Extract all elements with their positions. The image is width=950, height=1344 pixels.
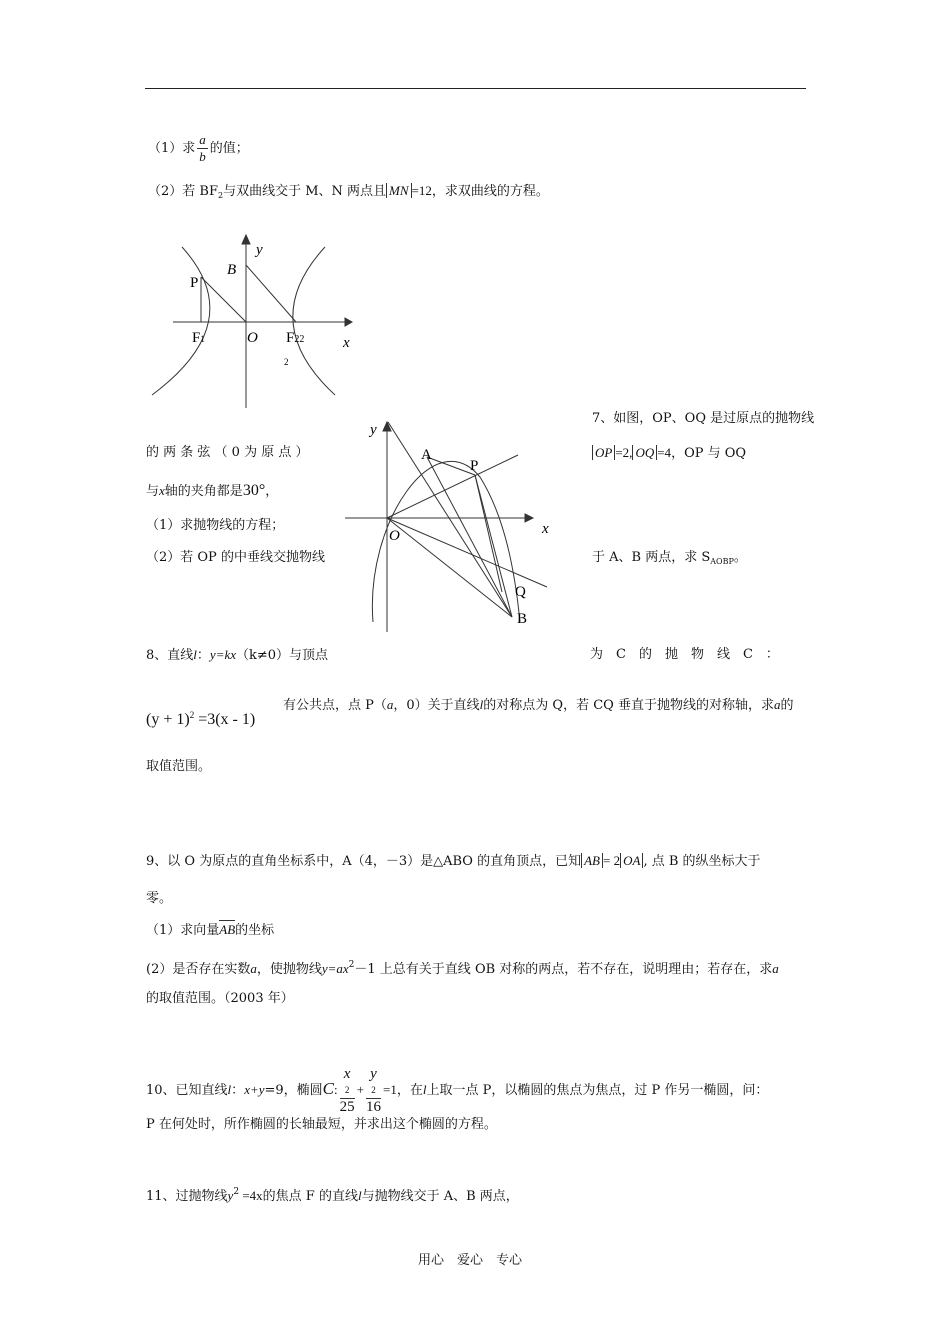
fig2-y-label: y (370, 422, 377, 438)
q8-line2: 有公共点，点 P（a，0）关于直线l的对称点为 Q，若 CQ 垂直于抛物线的对称轴，求a的 (283, 697, 794, 713)
q7-part2: （2）若 OP 的中垂线交抛物线 (146, 550, 325, 565)
header-rule (145, 88, 806, 89)
fig1-small-2: 2 (284, 357, 289, 367)
fig1-P-label: P (190, 275, 199, 291)
q7-left2: 与x轴的夹角都是30°， (146, 482, 279, 499)
q6-part2: （2）若 $BF_2$与双曲线交于 M、N 两点且 MN =12，求双曲线的方程。 (148, 183, 549, 200)
q8-line1-right: 为 C 的 抛 物 线 C ： (590, 647, 779, 662)
q7-left1: 的 两 条 弦 （ 0 为 原 点 ） (146, 445, 309, 460)
fig1-F2-label: F22 (286, 330, 305, 346)
q8-line1: 8、直线l：y=kx（k≠0）与顶点 (146, 647, 329, 663)
fig2-O-label: O (389, 528, 400, 544)
q7-part2-right: 于 A、B 两点，求 $S_{AOBP}$。 (592, 550, 747, 566)
q9-part1: （1）求向量AB的坐标 (146, 922, 275, 938)
q7-right1: OP =2, OQ =4，OP 与 OQ (592, 445, 746, 462)
fig1-x-label: x (343, 335, 350, 351)
q7-head: 7、如图，OP、OQ 是过原点的抛物线 (592, 411, 815, 426)
q6-part1: （1）求 $\frac{a}{b}$ 的值； (148, 132, 249, 164)
q9-line1: 9、以 O 为原点的直角坐标系中，A（4，－3）是△ABO 的直角顶点，已知 AB = 2 OA , 点 B 的纵坐标大于 (146, 853, 761, 869)
q8-line3: 取值范围。 (146, 759, 212, 774)
fig1-F1-label: F1 (192, 330, 205, 346)
q10-line2: P 在何处时，所作椭圆的长轴最短，并求出这个椭圆的方程。 (146, 1117, 497, 1132)
page-footer: 用心 爱心 专心 (418, 1253, 523, 1268)
q7-part1: （1）求抛物线的方程； (146, 518, 285, 533)
fig2-P-label: P (470, 458, 479, 474)
q8-formula: $(y + 1)^2 =3(x - 1)$ (146, 710, 256, 728)
q10-line1: 10、已知直线l：x+y=9，椭圆C: x 2 25 + y 2 16 =1，在l上取一点 P，以椭圆的焦点为焦点，过 P 作另一椭圆，问： (146, 1066, 769, 1115)
q11-line1: 11、过抛物线$y^2 =4x$的焦点 F 的直线l与抛物线交于 A、B 两点， (146, 1187, 519, 1204)
parabola-figure (340, 412, 570, 637)
fig1-O-label: O (247, 330, 258, 346)
q9-part2-cont: 的取值范围。（2003 年） (146, 991, 294, 1006)
fig1-B-label: B (227, 262, 237, 278)
q9-part2: (2）是否存在实数a，使抛物线$y=ax^2-1$ 上总有关于直线 OB 对称的两点，若不存在，说明理由；若存在，求a (146, 960, 779, 977)
fig1-y-label: y (256, 242, 263, 258)
q9-line2: 零。 (146, 891, 173, 906)
fig2-B-label: B (517, 611, 528, 627)
fig2-x-label: x (542, 521, 549, 537)
hyperbola-figure (140, 225, 370, 415)
fig2-Q-label: Q (515, 584, 526, 600)
fig2-A-label: A (421, 447, 432, 463)
